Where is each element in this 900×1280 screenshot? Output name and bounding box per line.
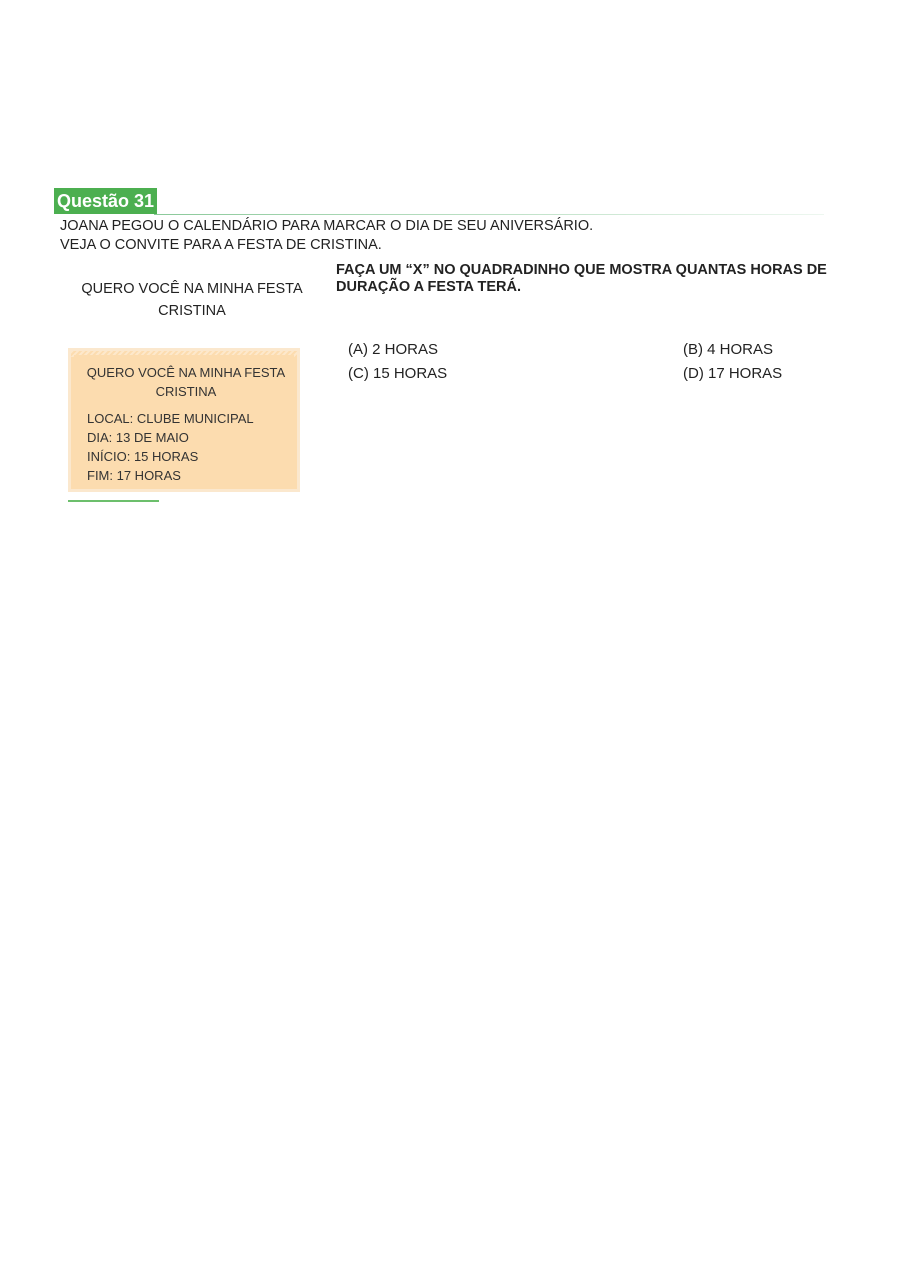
option-d[interactable]: (D) 17 HORAS xyxy=(683,365,783,382)
invitation-inicio: INÍCIO: 15 HORAS xyxy=(87,449,199,464)
invitation-details xyxy=(87,409,254,485)
invitation-dia: DIA: 13 DE MAIO xyxy=(87,430,189,445)
invitation-card xyxy=(68,348,300,492)
invitation-local: LOCAL: CLUBE MUNICIPAL xyxy=(87,411,254,426)
question-intro xyxy=(60,217,593,255)
invitation-fim: FIM: 17 HORAS xyxy=(87,468,181,483)
invitation-card-body xyxy=(74,355,294,485)
invite-heading xyxy=(70,278,314,322)
invitation-title-line-2: CRISTINA xyxy=(155,384,217,399)
invite-heading-line-2: CRISTINA xyxy=(158,303,226,319)
intro-line-2: VEJA O CONVITE PARA A FESTA DE CRISTINA. xyxy=(60,237,382,253)
option-b[interactable]: (B) 4 HORAS xyxy=(683,341,774,358)
decorative-underline xyxy=(68,500,159,502)
header-divider xyxy=(154,214,824,215)
answer-options xyxy=(348,338,828,388)
question-header xyxy=(54,188,824,216)
invite-heading-line-1: QUERO VOCÊ NA MINHA FESTA xyxy=(81,281,303,297)
question-number-badge: Questão 31 xyxy=(54,188,157,214)
question-instruction: FAÇA UM “X” NO QUADRADINHO QUE MOSTRA QUANTAS HORAS DE DURAÇÃO A FESTA TERÁ. xyxy=(336,262,827,295)
invitation-title xyxy=(74,363,298,401)
option-a[interactable]: (A) 2 HORAS xyxy=(348,341,439,358)
invitation-title-line-1: QUERO VOCÊ NA MINHA FESTA xyxy=(86,365,286,380)
option-c[interactable]: (C) 15 HORAS xyxy=(348,365,448,382)
intro-line-1: JOANA PEGOU O CALENDÁRIO PARA MARCAR O DIA DE SEU ANIVERSÁRIO. xyxy=(60,218,594,234)
